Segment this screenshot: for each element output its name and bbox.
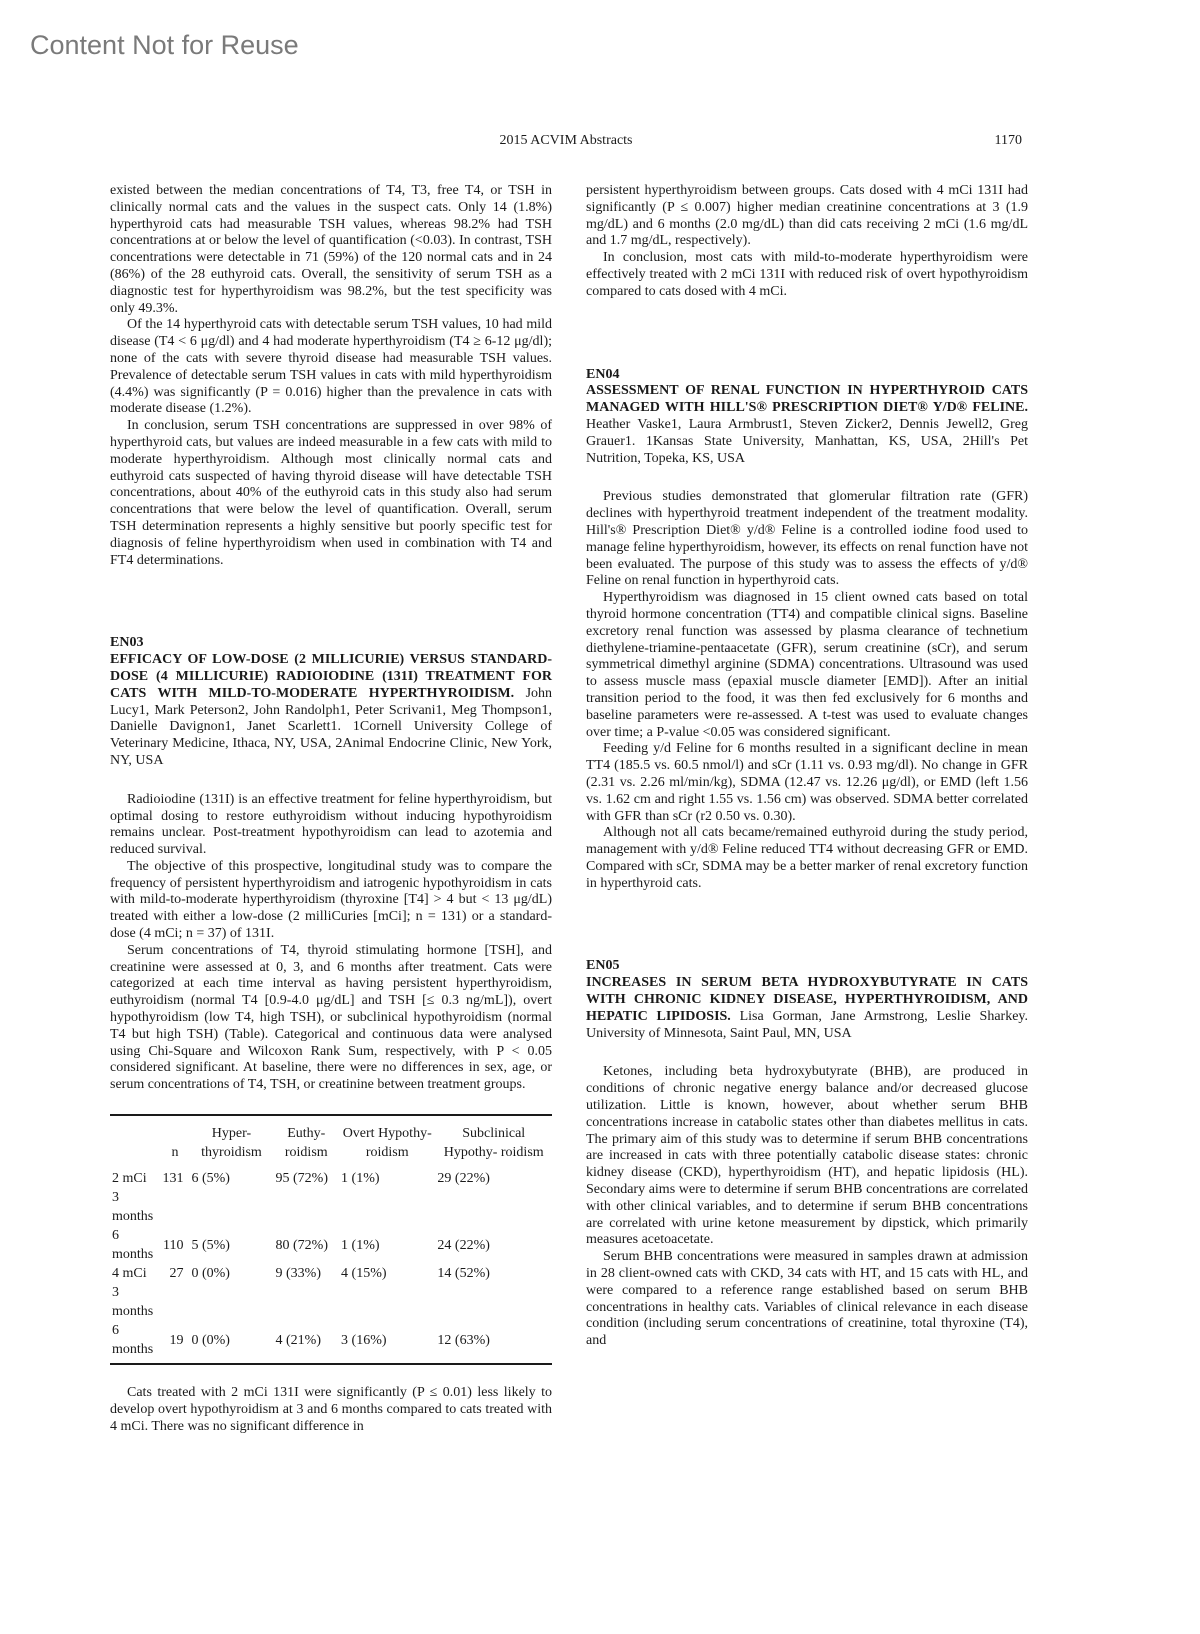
abstract-id: EN04 [586, 366, 620, 382]
table-cell: 110 [162, 1237, 184, 1253]
results-table [110, 1114, 552, 1365]
table-cell: 19 [160, 1321, 189, 1364]
table-cell: 12 (63%) [435, 1321, 552, 1364]
table-cell [274, 1283, 340, 1321]
page-number: 1170 [994, 133, 1022, 148]
table-cell: 80 (72%) [275, 1237, 329, 1253]
table-row [110, 1226, 552, 1264]
table-cell: 5 (5%) [191, 1237, 230, 1253]
table-cell [274, 1188, 340, 1226]
abstract-authors: Heather Vaske1, Laura Armbrust1, Steven Zicker2, Dennis Jewell2, Greg Grauer1. 1Kansas State University, Manhattan, KS, USA, 2Hill's Pet Nutrition, Topeka, KS, USA [586, 416, 1028, 466]
table-header: n [160, 1115, 189, 1163]
table-cell [160, 1188, 189, 1226]
table-header: Hyper- thyroidism [189, 1115, 273, 1163]
abstract-heading [586, 383, 1028, 467]
paragraph: Hyperthyroidism was diagnosed in 15 client owned cats based on total thyroid hormone concentration (TT4) and compatible clinical signs. Baseline excretory renal function was assessed by plasma clearance of technetium diethylene-triamine-pentaacetate (GFR), serum creatinine (sCr), and serum symmetrical dimethyl arginine (SDMA) concentrations. Ultrasound was used to assess muscle mass (epaxial muscle diameter [EMD]). After an initial transition period to the food, it was then fed exclusively for 6 months and baseline parameters were re-assessed. A t-test was used to evaluate changes over time; a P-value <0.05 was considered significant. [586, 590, 1028, 740]
table-cell: 0 (0%) [191, 1266, 230, 1282]
paragraph: The objective of this prospective, longitudinal study was to compare the frequency of persistent hyperthyroidism and iatrogenic hypothyroidism in cats with mild-to-moderate hyperthyroidism (thyroxine [T4] > 4 but < 13 μg/dL) treated with either a low-dose (2 milliCuries [mCi]; n = 131) or a standard-dose (4 mCi; n = 37) of 131I. [110, 858, 552, 942]
table-cell [189, 1188, 273, 1226]
abstract-authors: Lisa Gorman, Jane Armstrong, Leslie Sharkey. University of Minnesota, Saint Paul, MN, USA [586, 1008, 1029, 1041]
abstract-id: EN03 [110, 635, 144, 651]
paragraph: In conclusion, most cats with mild-to-moderate hyperthyroidism were effectively treated with 2 mCi 131I with reduced risk of overt hypothyroidism compared to cats dosed with 4 mCi. [586, 250, 1028, 299]
abstract-en03 [110, 635, 552, 1435]
paragraph: Radioiodine (131I) is an effective treatment for feline hyperthyroidism, but optimal dosing to restore euthyroidism without inducing hypothyroidism remains unclear. Post-treatment hypothyroidism can lead to azotemia and reduced survival. [110, 791, 552, 858]
left-column [110, 183, 552, 1435]
table-header: Euthy- roidism [274, 1115, 340, 1163]
table-cell: 4 (21%) [274, 1321, 340, 1364]
abstract-title: INCREASES IN SERUM BETA HYDROXYBUTYRATE IN CATS WITH CHRONIC KIDNEY DISEASE, HYPERTHYROIDISM, AND HEPATIC LIPIDOSIS. [586, 975, 1028, 1024]
table-cell: 3 (16%) [339, 1321, 435, 1364]
table-cell: 29 (22%) [437, 1171, 490, 1187]
table-header: Overt Hypothy- roidism [339, 1115, 435, 1163]
paragraph: Although not all cats became/remained euthyroid during the study period, management with y/d® Feline reduced TT4 without decreasing GFR or EMD. Compared with sCr, SDMA may be a better marker of renal excretory function in hyperthyroid cats. [586, 825, 1028, 891]
paragraph: Ketones, including beta hydroxybutyrate (BHB), are produced in conditions of chronic negative energy balance and/or decreased glucose utilization. Little is known, however, about whether serum BHB concentrations increase in catabolic states other than diabetes mellitus in cats. The primary aim of this study was to determine if serum BHB concentrations are increased in cats with three potentially catabolic disease states: chronic kidney disease (CKD), hyperthyroidism (HT), and hepatic lipidosis (HL). Secondary aims were to determine if serum BHB concentrations are correlated with other clinical variables, and to determine if serum BHB concentrations are correlated with urine ketone measurement by dipstick, which primarily measures acetoacetate. [586, 1064, 1028, 1248]
table-cell: 6 months [110, 1321, 160, 1364]
table-cell [435, 1283, 552, 1321]
table-cell: 3 months [112, 1190, 154, 1225]
table-row [110, 1264, 552, 1283]
table-cell: 0 (0%) [189, 1321, 273, 1364]
journal-title: 2015 ACVIM Abstracts [499, 133, 633, 148]
paragraph: Serum concentrations of T4, thyroid stimulating hormone [TSH], and creatinine were assessed at 0, 3, and 6 months after treatment. Cats were categorized at each time interval as having persistent hyperthyroidism, euthyroidism (normal T4 [0.9-4.0 μg/dL] and TSH [≤ 0.3 ng/mL]), overt hypothyroidism (low T4, high TSH), or subclinical hypothyroidism (normal T4 but high TSH) (Table). Categorical and continuous data were analysed using Chi-Square and Wilcoxon Rank Sum, respectively, with P < 0.05 considered significant. At baseline, there were no differences in sex, age, or serum concentrations of T4, TSH, or creatinine between treatment groups. [110, 942, 552, 1093]
table-cell: 6 months [112, 1228, 154, 1263]
table-cell: 1 (1%) [341, 1237, 380, 1253]
table-cell: 3 months [112, 1285, 154, 1320]
table-cell: 2 mCi [112, 1171, 147, 1187]
table-cell: 24 (22%) [437, 1237, 490, 1253]
abstract-authors: John Lucy1, Mark Peterson2, John Randolph1, Peter Scrivani1, Meg Thompson1, Danielle Davignon1, Janet Scarlett1. 1Cornell University College of Veterinary Medicine, Ithaca, NY, USA, 2Animal Endocrine Clinic, New York, NY, USA [110, 685, 553, 768]
table-cell: 6 (5%) [191, 1171, 230, 1187]
right-column [586, 183, 1028, 1350]
abstract-title: ASSESSMENT OF RENAL FUNCTION IN HYPERTHYROID CATS MANAGED WITH HILL'S® PRESCRIPTION DIET® Y/D® FELINE. [586, 383, 1028, 416]
table-cell: 95 (72%) [275, 1171, 329, 1187]
table-cell: 131 [162, 1171, 184, 1187]
table-cell: 1 (1%) [341, 1171, 380, 1187]
paragraph: persistent hyperthyroidism between groups. Cats dosed with 4 mCi 131I had significantly (P ≤ 0.007) higher median creatinine concentrations at 3 (1.9 mg/dL) and 6 months (2.0 mg/dL) than did cats receiving 2 mCi (1.6 mg/dL and 1.7 mg/dL, respectively). [586, 183, 1028, 249]
table-cell [160, 1283, 189, 1321]
abstract-heading [110, 652, 552, 770]
abstract-id: EN05 [586, 958, 620, 974]
table-header [110, 1115, 160, 1163]
table-row [110, 1163, 552, 1188]
paragraph: Previous studies demonstrated that glomerular filtration rate (GFR) declines with hyperthyroid treatment independent of the treatment modality. Hill's® Prescription Diet® y/d® Feline is a controlled iodine food used to manage feline hyperthyroidism, however, its effects on renal function have not been evaluated. The purpose of this study was to assess the effects of y/d® Feline on renal function in hyperthyroid cats. [586, 489, 1028, 589]
table-row [110, 1321, 552, 1364]
table-cell [435, 1188, 552, 1226]
table-cell [189, 1283, 273, 1321]
paragraph: existed between the median concentrations of T4, T3, free T4, or TSH in clinically normal cats and the values in the suspect cats. Only 14 (1.8%) hyperthyroid cats had measurable TSH values, whereas 98.2% had TSH concentrations at or below the level of quantification (<0.03). In contrast, TSH concentrations were detectable in 71 (59%) of the 120 normal cats and in 24 (86%) of the 28 euthyroid cats. Overall, the sensitivity of serum TSH as a diagnostic test for hyperthyroidism was 98.2%, but the test specificity was only 49.3%. [110, 183, 552, 316]
table-row [110, 1283, 552, 1321]
paragraph: Of the 14 hyperthyroid cats with detectable serum TSH values, 10 had mild disease (T4 < 6 μg/dl) and 4 had moderate hyperthyroidism (T4 ≥ 6-12 μg/dl); none of the cats with severe thyroid disease had measurable TSH values. Prevalence of detectable serum TSH values in cats with mild hyperthyroidism (4.4%) was significantly (P = 0.016) higher than the prevalence in cats with moderate disease (1.2%). [110, 317, 552, 417]
table-row [110, 1188, 552, 1226]
running-head [110, 133, 1022, 149]
table-cell: 4 mCi [112, 1266, 147, 1282]
paragraph: In conclusion, serum TSH concentrations are suppressed in over 98% of hyperthyroid cats, but values are indeed measurable in a few cats with mild to moderate hyperthyroidism. Although most clinically normal cats and euthyroid cats suspected of having thyroid disease will have detectable TSH concentrations, about 40% of the euthyroid cats in this study also had serum concentrations that were below the level of quantification. Overall, serum TSH determination represents a highly sensitive but poorly specific test for diagnosis of feline hyperthyroidism when used in combination with T4 and FT4 determinations. [110, 418, 552, 568]
table-cell: 4 (15%) [341, 1266, 387, 1282]
paragraph: Cats treated with 2 mCi 131I were significantly (P ≤ 0.01) less likely to develop overt hypothyroidism at 3 and 6 months compared to cats treated with 4 mCi. There was no significant difference in [110, 1385, 552, 1434]
abstract-heading [586, 975, 1028, 1042]
table-cell: 14 (52%) [437, 1266, 490, 1282]
table-cell [339, 1188, 435, 1226]
table-cell: 27 [169, 1266, 184, 1282]
paragraph: Feeding y/d Feline for 6 months resulted in a significant decline in mean TT4 (185.5 vs. 60.5 nmol/l) and sCr (1.11 vs. 0.93 mg/dl). No change in GFR (2.31 vs. 2.26 ml/min/kg), SDMA (12.47 vs. 12.26 μg/dl), or EMD (left 1.56 vs. 1.62 cm and right 1.55 vs. 1.56 cm) was observed. SDMA better correlated with GFR than sCr (r2 0.50 vs. 0.30). [586, 741, 1028, 824]
paragraph: Serum BHB concentrations were measured in samples drawn at admission in 28 client-owned cats with CKD, 34 cats with HT, and 15 cats with HL, and were compared to a reference range established based on serum BHB concentrations in healthy cats. Variables of clinical relevance in each disease condition (including serum concentrations of creatinine, total thyroxine (T4), and [586, 1249, 1028, 1349]
table-cell [339, 1283, 435, 1321]
table-header: Subclinical Hypothy- roidism [435, 1115, 552, 1163]
watermark: Content Not for Reuse [30, 30, 299, 60]
table-cell: 9 (33%) [275, 1266, 322, 1282]
abstract-title: EFFICACY OF LOW-DOSE (2 MILLICURIE) VERSUS STANDARD-DOSE (4 MILLICURIE) RADIOIODINE (131I) TREATMENT FOR CATS WITH MILD-TO-MODERATE HYPERTHYROIDISM. [110, 652, 552, 701]
abstract-en05 [586, 958, 1028, 1350]
abstract-en04 [586, 367, 1028, 893]
